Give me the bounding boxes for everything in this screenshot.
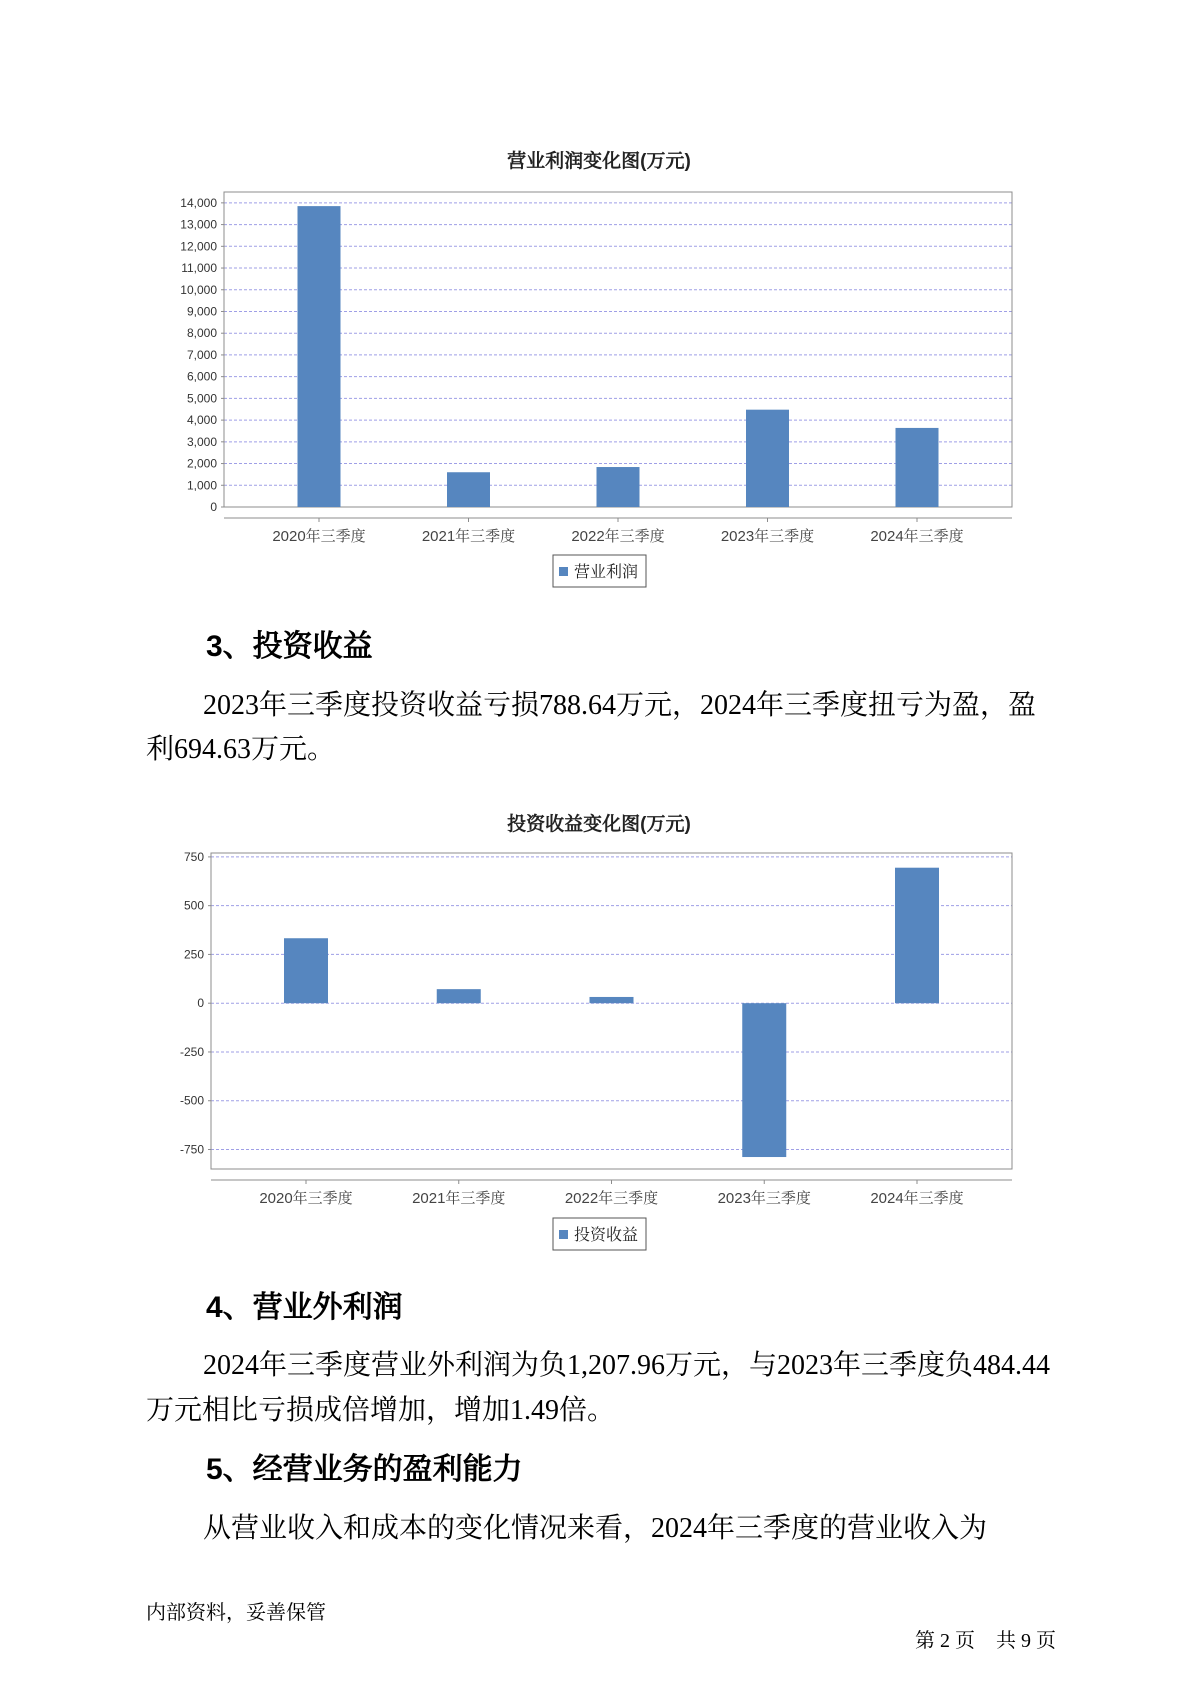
x-tick-label: 2020年三季度 — [272, 528, 366, 545]
x-tick-label: 2022年三季度 — [571, 528, 665, 545]
y-tick-label: -500 — [179, 1093, 204, 1108]
y-tick-label: 13,000 — [180, 217, 217, 232]
x-tick-label: 2023年三季度 — [720, 528, 815, 545]
x-tick-label: 2024年三季度 — [870, 1190, 964, 1207]
section-heading-profitability: 5、经营业务的盈利能力 — [206, 1453, 523, 1486]
operating-profit-bar-3 — [597, 467, 640, 507]
x-tick-label: 2020年三季度 — [259, 1190, 353, 1207]
legend-label: 营业利润 — [574, 564, 639, 581]
operating-profit-bar-1 — [298, 206, 341, 507]
investment-income-bar-2 — [437, 989, 481, 1003]
section-heading-investment-income: 3、投资收益 — [206, 630, 373, 663]
legend — [553, 1218, 646, 1250]
y-tick-label: 0 — [210, 500, 217, 514]
chart-title: 营业利润变化图(万元) — [507, 151, 691, 172]
investment-income-bar-4 — [742, 1003, 786, 1157]
y-tick-label: -750 — [179, 1142, 204, 1157]
y-tick-label: 750 — [183, 849, 204, 864]
operating-profit-bar-4 — [746, 410, 789, 507]
y-tick-label: 10,000 — [180, 282, 217, 297]
y-tick-label: 4,000 — [186, 413, 217, 428]
y-tick-label: 3,000 — [186, 434, 217, 449]
y-tick-label: 6,000 — [186, 369, 217, 384]
y-tick-label: 5,000 — [186, 391, 217, 406]
operating-profit-bar-2 — [447, 472, 490, 507]
y-tick-label: 12,000 — [180, 239, 217, 254]
chart-title: 投资收益变化图(万元) — [507, 814, 691, 835]
footer-confidential-note: 内部资料，妥善保管 — [146, 1602, 326, 1624]
legend-swatch — [559, 567, 568, 576]
operating-profit-bar-5 — [896, 428, 939, 507]
plot-area — [211, 853, 1012, 1169]
footer-page-number: 第 2 页 — [915, 1630, 975, 1652]
operating-profit-chart — [0, 130, 1191, 600]
legend-label: 投资收益 — [574, 1227, 639, 1244]
y-tick-label: 8,000 — [186, 326, 217, 341]
y-tick-label: 9,000 — [186, 304, 217, 319]
footer-page-info — [895, 1599, 1056, 1652]
y-tick-label: 14,000 — [180, 195, 217, 210]
investment-income-bar-5 — [895, 868, 939, 1003]
plot-area — [224, 192, 1012, 507]
y-tick-label: 2,000 — [186, 456, 217, 471]
y-tick-label: 0 — [197, 996, 204, 1011]
y-tick-label: -250 — [179, 1044, 204, 1059]
paragraph-line: 从营业收入和成本的变化情况来看，2024年三季度的营业收入为 — [203, 1513, 988, 1544]
paragraph-line: 2024年三季度营业外利润为负1,207.96万元，与2023年三季度负484.44 — [203, 1350, 1051, 1381]
section-heading-non-operating-profit: 4、营业外利润 — [206, 1291, 403, 1324]
paragraph-line: 2023年三季度投资收益亏损788.64万元，2024年三季度扭亏为盈，盈 — [203, 690, 1037, 721]
y-tick-label: 1,000 — [186, 478, 217, 493]
paragraph-line: 万元相比亏损成倍增加，增加1.49倍。 — [146, 1395, 616, 1426]
y-tick-label: 11,000 — [181, 261, 217, 276]
y-tick-label: 7,000 — [186, 347, 217, 362]
x-tick-label: 2022年三季度 — [564, 1190, 659, 1207]
legend-swatch — [559, 1230, 568, 1239]
legend — [553, 555, 646, 587]
y-tick-label: 250 — [183, 947, 204, 962]
footer-page-total: 共 9 页 — [996, 1630, 1056, 1652]
investment-income-bar-1 — [284, 938, 328, 1003]
x-tick-label: 2021年三季度 — [421, 528, 516, 545]
investment-income-chart — [0, 795, 1191, 1260]
x-tick-label: 2024年三季度 — [870, 528, 964, 545]
x-tick-label: 2023年三季度 — [717, 1190, 811, 1207]
y-tick-label: 500 — [183, 898, 204, 913]
paragraph-line: 利694.63万元。 — [146, 734, 336, 765]
x-tick-label: 2021年三季度 — [412, 1190, 506, 1207]
investment-income-bar-3 — [590, 997, 634, 1003]
